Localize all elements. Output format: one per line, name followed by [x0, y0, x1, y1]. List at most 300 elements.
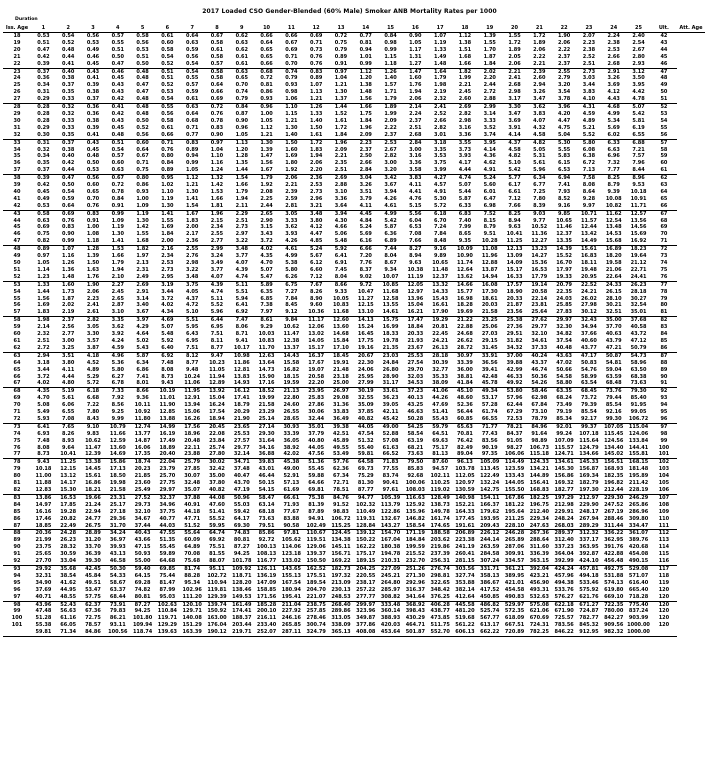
rate-cell: 27.83	[552, 309, 577, 316]
rate-cell: 61.74	[481, 409, 498, 416]
rate-cell: 12.74	[134, 423, 151, 430]
rate-cell: 102.32	[356, 501, 376, 508]
rate-cell: 32.10	[531, 331, 548, 338]
rate-cell: 4.82	[508, 153, 521, 160]
rate-cell: 32.43	[581, 317, 597, 324]
rate-cell: 424.10	[577, 558, 602, 565]
rate-cell: 14.87	[134, 437, 151, 444]
rate-cell: 0.32	[37, 146, 50, 153]
rate-cell: 19.16	[353, 345, 378, 352]
rate-cell: 55.45	[159, 544, 176, 551]
rate-cell: 1.00	[136, 195, 149, 202]
attained-age-cell	[651, 629, 677, 636]
rate-cell: 189.15	[353, 558, 378, 565]
rate-cell: 2.73	[161, 266, 174, 273]
rate-cell: 1.30	[136, 217, 149, 224]
rate-cell: 143.65	[281, 565, 302, 572]
rate-cell: 8.77	[186, 359, 199, 366]
rate-cell: 14.05	[308, 337, 325, 344]
rate-cell: 12.60	[333, 317, 349, 324]
rate-cell: 288.46	[604, 515, 624, 522]
table-row	[3, 594, 705, 601]
rate-cell: 3.80	[309, 217, 323, 224]
rate-cell: 3.55	[458, 139, 472, 146]
rate-cell: 2.19	[433, 89, 447, 96]
rate-cell: 1.21	[304, 96, 329, 103]
rate-cell: 4.14	[502, 132, 527, 139]
rate-cell: 3.79	[359, 195, 372, 202]
rate-cell: 377.86	[356, 622, 376, 629]
rate-cell: 532.63	[527, 594, 552, 601]
rate-cell: 212.98	[554, 501, 574, 508]
attained-age-cell: 67	[660, 210, 668, 217]
rate-cell: 7.32	[607, 160, 620, 167]
rate-cell: 18.33	[382, 331, 399, 338]
rate-cell: 16.98	[457, 295, 473, 302]
table-row	[3, 61, 705, 68]
rate-cell: 94.25	[134, 608, 151, 615]
header-duration-9: 9	[229, 24, 254, 33]
rate-cell: 0.64	[186, 110, 199, 117]
rate-cell: 5.94	[235, 295, 248, 302]
rate-cell: 0.57	[186, 82, 199, 89]
rate-cell: 2.35	[334, 160, 348, 167]
rate-cell: 32.51	[601, 309, 626, 316]
rate-cell: 0.54	[180, 61, 205, 68]
rate-cell: 1.73	[62, 288, 75, 295]
rate-cell: 31.17	[378, 380, 403, 387]
rate-cell: 0.59	[186, 46, 199, 53]
rate-cell: 39.38	[333, 423, 349, 430]
ultimate-rate-cell: 775.40	[628, 601, 649, 608]
ultimate-rate-cell: 5.07	[632, 104, 645, 111]
rate-cell: 13.38	[85, 459, 101, 466]
rate-cell: 8.65	[458, 231, 472, 238]
rate-cell: 33.91	[481, 352, 498, 359]
issue-age-cell: 74	[13, 430, 21, 437]
rate-cell: 63.59	[605, 373, 622, 380]
rate-cell: 5.52	[210, 302, 224, 309]
rate-cell: 289.37	[554, 530, 574, 537]
attained-age-cell: 55	[660, 124, 668, 131]
rate-cell: 1.55	[136, 231, 149, 238]
rate-cell: 0.99	[353, 61, 378, 68]
issue-age-cell: 89	[13, 537, 21, 544]
rate-cell: 1.33	[433, 46, 447, 53]
rate-cell: 135.96	[405, 508, 425, 515]
rate-cell: 1.27	[403, 61, 428, 68]
rate-cell: 0.38	[62, 146, 75, 153]
rate-cell: 54.25	[407, 423, 424, 430]
rate-cell: 398.43	[405, 608, 425, 615]
rate-cell: 10.07	[378, 274, 403, 281]
rate-cell: 1.15	[285, 110, 298, 117]
rate-cell: 18.90	[506, 288, 523, 295]
rate-cell: 88.07	[205, 558, 230, 565]
rate-cell: 30.93	[283, 423, 300, 430]
attained-age-cell: 77	[660, 281, 668, 288]
rate-cell: 210.31	[378, 558, 403, 565]
rate-cell: 1.75	[359, 110, 372, 117]
rate-cell: 4.02	[31, 380, 56, 387]
rate-cell: 782.25	[527, 629, 552, 636]
rate-cell: 7.77	[601, 167, 626, 174]
rate-cell: 163.39	[180, 629, 205, 636]
attained-age-cell: 57	[660, 139, 668, 146]
rate-cell: 0.95	[161, 175, 174, 182]
rate-cell: 1.94	[409, 89, 422, 96]
rate-cell: 27.03	[481, 331, 498, 338]
rate-cell: 0.90	[205, 132, 230, 139]
rate-cell: 299.97	[356, 601, 376, 608]
issue-age-cell: 66	[13, 373, 21, 380]
rate-cell: 7.22	[86, 402, 100, 409]
rate-cell: 0.72	[260, 75, 273, 82]
rate-cell: 30.02	[209, 459, 225, 466]
rate-cell: 4.72	[186, 302, 199, 309]
rate-cell: 5.07	[161, 324, 174, 331]
rate-cell: 6.16	[353, 238, 378, 245]
rate-cell: 1.94	[235, 195, 248, 202]
rate-cell: 0.35	[62, 89, 75, 96]
rate-cell: 669.10	[601, 594, 626, 601]
rate-cell: 0.39	[37, 175, 50, 182]
rate-cell: 40.77	[159, 515, 176, 522]
rate-cell: 133.02	[279, 558, 304, 565]
rate-cell: 0.74	[235, 89, 248, 96]
rate-cell: 97.35	[477, 451, 502, 458]
rate-cell: 164.33	[455, 508, 475, 515]
rate-cell: 109.92	[232, 565, 252, 572]
rate-cell: 3.49	[210, 260, 224, 266]
rate-cell: 4.47	[557, 117, 571, 124]
rate-cell: 1.15	[384, 53, 397, 60]
rate-cell: 9.51	[483, 231, 496, 238]
rate-cell: 52.91	[283, 473, 300, 480]
rate-cell: 9.60	[309, 302, 323, 309]
rate-cell: 69.85	[159, 565, 176, 572]
issue-age-cell: 22	[3, 61, 31, 68]
rate-cell: 336.39	[529, 551, 549, 558]
attained-age-cell: 109	[658, 508, 670, 515]
rate-cell: 0.36	[86, 104, 100, 111]
rate-cell: 119.31	[356, 515, 376, 522]
rate-cell: 30.07	[184, 473, 201, 480]
rate-cell: 2.06	[285, 175, 298, 182]
rate-cell: 912.95	[577, 629, 602, 636]
rate-cell: 196.82	[604, 480, 624, 487]
rate-cell: 6.98	[477, 203, 502, 210]
rate-cell: 20.36	[35, 530, 52, 537]
table-row	[3, 573, 705, 580]
header-duration-14: 14	[353, 24, 378, 33]
rate-cell: 81.30	[357, 480, 374, 487]
rate-cell: 29.73	[134, 501, 151, 508]
rate-cell: 1.50	[86, 260, 100, 266]
attained-age-cell: 62	[660, 175, 668, 182]
rate-cell: 4.69	[161, 317, 174, 324]
rate-cell: 16.53	[60, 494, 77, 501]
rate-cell: 1.19	[433, 39, 447, 46]
rate-cell: 3.26	[359, 182, 372, 189]
rate-cell: 11.25	[502, 238, 527, 245]
rate-cell: 62.37	[85, 601, 101, 608]
table-row	[3, 558, 705, 565]
rate-cell: 8.08	[582, 182, 596, 189]
rate-cell: 47.48	[35, 608, 52, 615]
rate-cell: 0.70	[279, 61, 304, 68]
rate-cell: 278.46	[306, 615, 326, 622]
rate-cell: 16.82	[283, 366, 300, 373]
ultimate-rate-cell: 2.40	[632, 33, 645, 39]
rate-cell: 3.62	[533, 104, 546, 111]
rate-cell: 2.23	[582, 39, 596, 46]
rate-cell: 358.13	[480, 572, 500, 579]
rate-cell: 364.04	[554, 551, 574, 558]
rate-cell: 0.58	[161, 46, 174, 53]
rate-cell: 1.26	[62, 260, 75, 266]
rate-cell: 51.52	[180, 523, 205, 530]
rate-cell: 1.47	[260, 153, 273, 160]
rate-cell: 27.86	[308, 402, 325, 409]
rate-cell: 74.83	[233, 530, 250, 537]
rate-cell: 4.62	[483, 160, 496, 167]
rate-cell: 1.83	[309, 146, 323, 153]
attained-age-cell: 86	[651, 345, 677, 352]
rate-cell: 61.16	[60, 615, 77, 622]
attained-age-cell: 56	[651, 132, 677, 139]
rate-cell: 8.94	[508, 217, 521, 224]
rate-cell: 0.28	[37, 110, 50, 117]
rate-cell: 365.13	[329, 629, 354, 636]
attained-age-cell: 66	[651, 203, 677, 210]
rate-cell: 62.44	[506, 402, 523, 409]
rate-cell: 3.83	[409, 175, 422, 182]
ultimate-rate-cell: 3.95	[632, 82, 645, 89]
rate-cell: 621.06	[529, 608, 549, 615]
attained-age-cell: 72	[660, 246, 668, 253]
rate-cell: 519.68	[455, 615, 475, 622]
rate-cell: 2.37	[557, 53, 571, 60]
rate-cell: 9.02	[353, 274, 378, 281]
rate-cell: 331.71	[480, 565, 500, 572]
issue-age-cell: 28	[13, 104, 21, 111]
rate-cell: 3.75	[186, 281, 199, 288]
rate-cell: 0.33	[62, 124, 75, 131]
rate-cell: 2.23	[86, 295, 100, 302]
rate-cell: 6.78	[105, 380, 130, 387]
rate-cell: 161.49	[232, 601, 252, 608]
rate-cell: 146.82	[405, 515, 425, 522]
attained-age-cell: 63	[660, 182, 668, 189]
rate-cell: 1.21	[186, 182, 199, 189]
issue-age-cell: 47	[3, 238, 31, 245]
rate-cell: 2.52	[582, 53, 596, 60]
rate-cell: 3.67	[130, 309, 155, 316]
rate-cell: 6.41	[235, 302, 248, 309]
rate-cell: 3.53	[433, 153, 447, 160]
rate-cell: 71.77	[481, 423, 498, 430]
rate-cell: 20.03	[481, 302, 498, 309]
rate-cell: 0.66	[254, 61, 279, 68]
rate-cell: 0.69	[62, 210, 75, 217]
rate-cell: 105.09	[480, 459, 500, 466]
rate-cell: 382.14	[455, 586, 475, 593]
ultimate-rate-cell: 79.30	[630, 388, 647, 395]
rate-cell: 49.55	[333, 444, 349, 451]
rate-cell: 0.47	[105, 61, 130, 68]
rate-cell: 6.70	[433, 217, 447, 224]
rate-cell: 1.20	[359, 75, 372, 82]
rate-cell: 5.47	[254, 274, 279, 281]
rate-cell: 2.68	[508, 82, 521, 89]
rate-cell: 0.45	[86, 146, 100, 153]
rate-cell: 4.64	[136, 331, 149, 338]
attained-age-cell: 110	[658, 515, 670, 522]
attained-age-cell: 120	[658, 608, 670, 615]
rate-cell: 39.88	[506, 359, 523, 366]
rate-cell: 1.56	[37, 295, 50, 302]
rate-cell: 10.83	[258, 337, 275, 344]
rate-cell: 4.07	[235, 260, 248, 266]
rate-cell: 3.05	[285, 210, 298, 217]
rate-cell: 91.64	[531, 430, 548, 437]
rate-cell: 5.80	[111, 366, 124, 373]
rate-cell: 18.45	[333, 352, 349, 359]
ultimate-rate-cell: 144.41	[628, 444, 649, 451]
rate-cell: 229.91	[554, 508, 574, 515]
rate-cell: 8.45	[285, 302, 298, 309]
issue-age-cell: 68	[13, 388, 21, 395]
rate-cell: 197.29	[554, 494, 574, 501]
rate-cell: 277.77	[353, 594, 378, 601]
rate-cell: 59.81	[31, 629, 56, 636]
rate-cell: 2.91	[607, 68, 620, 75]
issue-age-cell: 95	[13, 579, 21, 586]
rate-cell: 1.18	[81, 238, 106, 245]
rate-cell: 18.28	[457, 302, 473, 309]
rate-cell: 0.44	[56, 167, 81, 174]
rate-cell: 0.28	[37, 117, 50, 124]
rate-cell: 22.80	[283, 395, 300, 402]
rate-cell: 19.29	[432, 317, 449, 324]
rate-cell: 182.35	[604, 473, 624, 480]
rate-cell: 1.39	[86, 253, 100, 260]
rate-cell: 11.47	[283, 331, 300, 338]
issue-age-cell: 48	[13, 246, 21, 253]
rate-cell: 1.41	[161, 210, 174, 217]
rate-cell: 2.21	[527, 61, 552, 68]
rate-cell: 10.11	[134, 402, 151, 409]
rate-cell: 220.55	[356, 572, 376, 579]
rate-cell: 45.42	[378, 416, 403, 423]
rate-cell: 6.61	[508, 188, 521, 195]
rate-cell: 4.24	[111, 337, 124, 344]
rate-cell: 14.93	[229, 380, 254, 387]
rate-cell: 17.67	[308, 359, 325, 366]
rate-cell: 245.21	[380, 572, 401, 579]
rate-cell: 65.63	[457, 423, 473, 430]
rate-cell: 13.86	[35, 494, 52, 501]
rate-cell: 6.06	[62, 402, 75, 409]
rate-cell: 57.28	[481, 402, 498, 409]
rate-cell: 9.84	[285, 317, 298, 324]
ultimate-rate-cell: 85.40	[630, 395, 647, 402]
rate-cell: 0.72	[111, 182, 124, 189]
rate-cell: 6.26	[279, 274, 304, 281]
ultimate-rate-cell: 5.81	[632, 117, 645, 124]
rate-cell: 11.05	[209, 366, 225, 373]
rate-cell: 0.31	[37, 89, 50, 96]
attained-age-cell: 112	[658, 530, 670, 537]
rate-cell: 0.80	[161, 153, 174, 160]
rate-cell: 0.74	[285, 68, 298, 75]
rate-cell: 4.59	[105, 345, 130, 352]
rate-cell: 4.70	[37, 395, 50, 402]
issue-age-cell: 32	[3, 132, 31, 139]
rate-cell: 66.55	[477, 416, 502, 423]
rate-cell: 20.82	[60, 515, 77, 522]
rate-cell: 47.56	[304, 451, 329, 458]
rate-cell: 4.07	[533, 117, 546, 124]
rate-cell: 1.96	[359, 124, 372, 131]
attained-age-cell: 82	[660, 317, 668, 324]
rate-cell: 11.01	[159, 395, 176, 402]
rate-cell: 107.05	[604, 423, 624, 430]
rate-cell: 0.61	[235, 53, 248, 60]
issue-age-cell: 50	[13, 260, 21, 266]
rate-cell: 1.38	[458, 39, 472, 46]
rate-cell: 417.52	[480, 586, 500, 593]
rate-cell: 107.09	[554, 437, 574, 444]
rate-cell: 5.56	[409, 210, 422, 217]
rate-cell: 0.65	[86, 188, 100, 195]
rate-cell: 79.51	[254, 523, 279, 530]
rate-cell: 3.22	[186, 266, 199, 273]
rate-cell: 167.86	[504, 494, 525, 501]
rate-cell: 27.14	[258, 423, 275, 430]
rate-cell: 0.71	[285, 53, 298, 60]
rate-cell: 285.97	[380, 586, 401, 593]
rate-cell: 55.52	[209, 515, 225, 522]
rate-cell: 27.99	[353, 380, 378, 387]
rate-cell: 8.15	[483, 217, 496, 224]
rate-cell: 5.92	[334, 246, 348, 253]
rate-cell: 116.77	[254, 558, 279, 565]
rate-cell: 1.70	[483, 46, 496, 53]
rate-cell: 5.80	[582, 139, 596, 146]
rate-cell: 14.09	[506, 260, 523, 266]
rate-cell: 0.56	[130, 132, 155, 139]
rate-cell: 8.43	[81, 416, 106, 423]
rate-cell: 54.58	[556, 373, 573, 380]
rate-cell: 22.11	[184, 444, 201, 451]
rate-cell: 32.37	[159, 494, 176, 501]
rate-cell: 1.14	[37, 266, 50, 273]
rate-cell: 4.34	[155, 309, 180, 316]
rate-cell: 73.63	[403, 451, 428, 458]
table-row	[3, 487, 705, 494]
issue-age-cell: 30	[13, 117, 21, 124]
rate-cell: 128.84	[353, 523, 378, 530]
issue-age-cell: 96	[13, 586, 21, 593]
rate-cell: 4.20	[557, 110, 571, 117]
rate-cell: 0.61	[161, 33, 174, 39]
rate-cell: 7.52	[483, 210, 496, 217]
rate-cell: 0.48	[136, 104, 149, 111]
rate-cell: 4.11	[353, 203, 378, 210]
rate-cell: 76.42	[457, 437, 473, 444]
